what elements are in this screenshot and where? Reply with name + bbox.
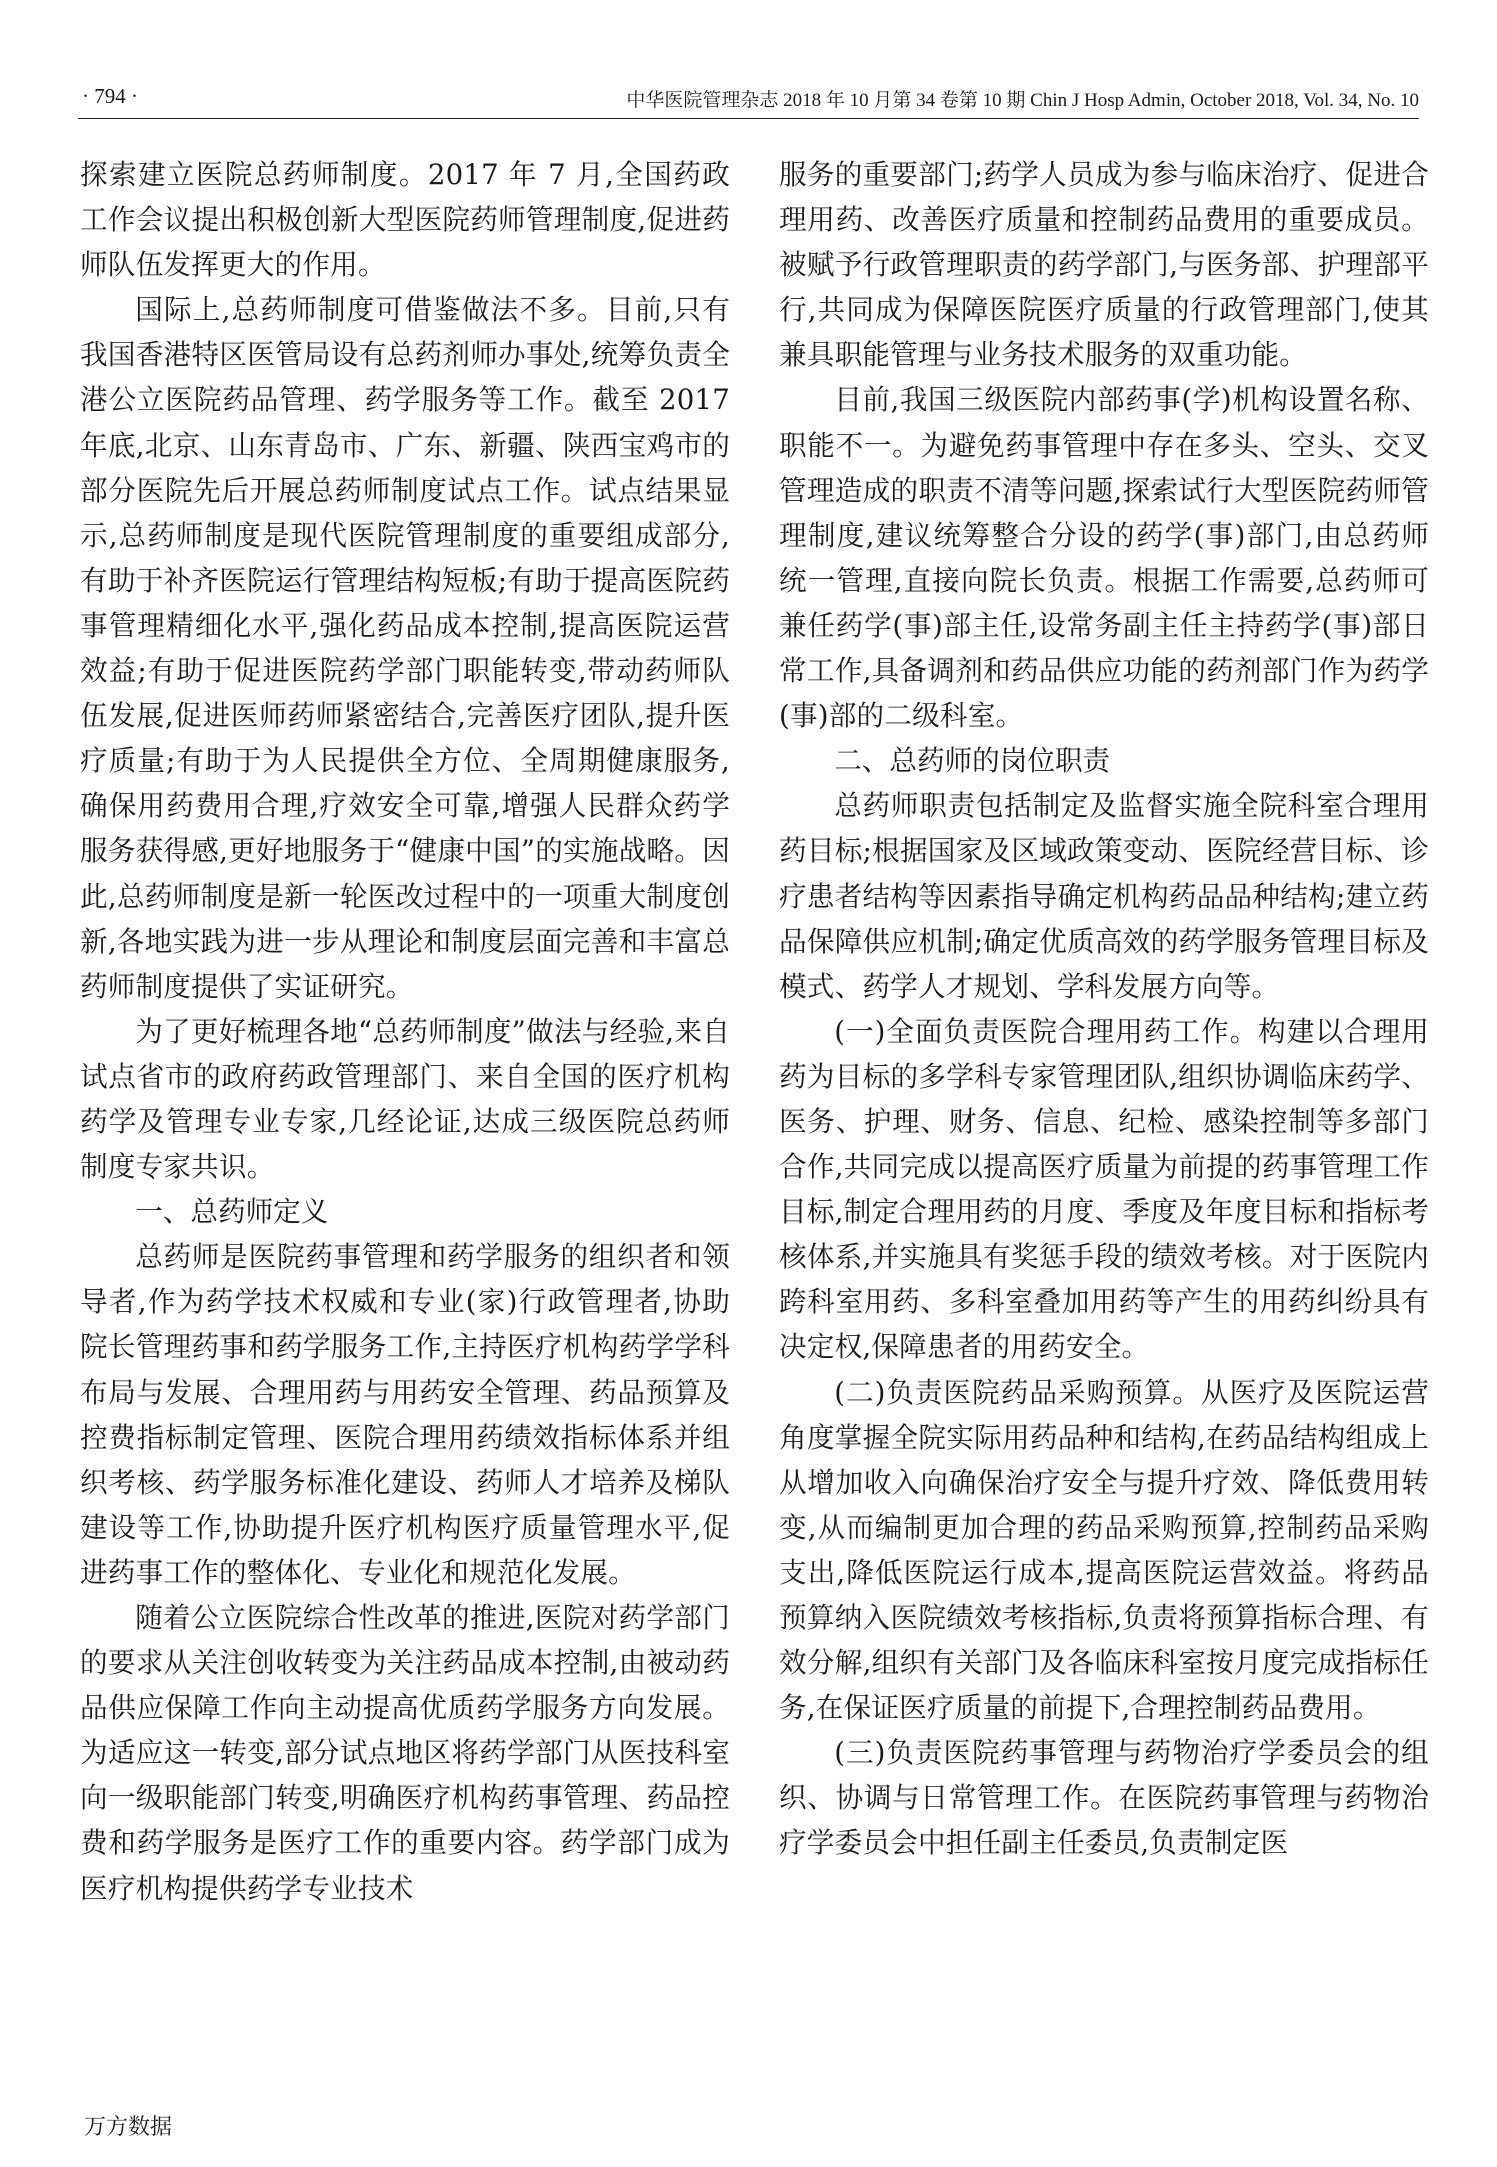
body-paragraph: 国际上,总药师制度可借鉴做法不多。目前,只有我国香港特区医管局设有总药剂师办事处,统筹负责全港公立医院药品管理、药学服务等工作。截至 2017 年底,北京、山东青岛市、广东、新疆、陕西宝鸡市的部分医院先后开展总药师制度试点工作。试点结果显示,总药师制度是现代医院管理制度的重要组成部分,有助于补齐医院运行管理结构短板;有助于提高医院药事管理精细化水平,强化药品成本控制,提高医院运营效益;有助于促进医院药学部门职能转变,带动药师队伍发展,促进医师药师紧密结合,完善医疗团队,提升医疗质量;有助于为人民提供全方位、全周期健康服务,确保用药费用合理,疗效安全可靠,增强人民群众药学服务获得感,更好地服务于“健康中国”的实施战略。因此,总药师制度是新一轮医改过程中的一项重大制度创新,各地实践为进一步从理论和制度层面完善和丰富总药师制度提供了实证研究。 <box>80 293 730 1003</box>
body-paragraph: 目前,我国三级医院内部药事(学)机构设置名称、职能不一。为避免药事管理中存在多头、空头、交叉管理造成的职责不清等问题,探索试行大型医院药师管理制度,建议统筹整合分设的药学(事)部门,由总药师统一管理,直接向院长负责。根据工作需要,总药师可兼任药学(事)部主任,设常务副主任主持药学(事)部日常工作,具备调剂和药品供应功能的药剂部门作为药学(事)部的二级科室。 <box>779 383 1429 733</box>
footer-watermark: 万方数据 <box>84 2115 173 2140</box>
body-paragraph: 为了更好梳理各地“总药师制度”做法与经验,来自试点省市的政府药政管理部门、来自全国的医疗机构药学及管理专业专家,几经论证,达成三级医院总药师制度专家共识。 <box>80 1014 730 1184</box>
right-column <box>779 152 1429 1866</box>
body-paragraph: 探索建立医院总药师制度。2017 年 7 月,全国药政工作会议提出积极创新大型医院药师管理制度,促进药师队伍发挥更大的作用。 <box>80 158 730 282</box>
section-heading: 一、总药师定义 <box>135 1195 329 1229</box>
body-paragraph: (三)负责医院药事管理与药物治疗学委员会的组织、协调与日常管理工作。在医院药事管理与药物治疗学委员会中担任副主任委员,负责制定医 <box>779 1736 1429 1860</box>
body-paragraph: (二)负责医院药品采购预算。从医疗及医院运营角度掌握全院实际用药品种和结构,在药品结构组成上从增加收入向确保治疗安全与提升疗效、降低费用转变,从而编制更加合理的药品采购预算,控制药品采购支出,降低医院运行成本,提高医院运营效益。将药品预算纳入医院绩效考核指标,负责将预算指标合理、有效分解,组织有关部门及各临床科室按月度完成指标任务,在保证医疗质量的前提下,合理控制药品费用。 <box>779 1375 1429 1725</box>
section-heading: 二、总药师的岗位职责 <box>834 744 1111 778</box>
body-paragraph: (一)全面负责医院合理用药工作。构建以合理用药为目标的多学科专家管理团队,组织协调临床药学、医务、护理、财务、信息、纪检、感染控制等多部门合作,共同完成以提高医疗质量为前提的药事管理工作目标,制定合理用药的月度、季度及年度目标和指标考核体系,并实施具有奖惩手段的绩效考核。对于医院内跨科室用药、多科室叠加用药等产生的用药纠纷具有决定权,保障患者的用药安全。 <box>779 1014 1429 1364</box>
running-header <box>78 82 1419 119</box>
body-paragraph: 总药师职责包括制定及监督实施全院科室合理用药目标;根据国家及区域政策变动、医院经营目标、诊疗患者结构等因素指导确定机构药品品种结构;建立药品保障供应机制;确定优质高效的药学服务管理目标及模式、药学人才规划、学科发展方向等。 <box>779 789 1429 1003</box>
body-paragraph: 总药师是医院药事管理和药学服务的组织者和领导者,作为药学技术权威和专业(家)行政管理者,协助院长管理药事和药学服务工作,主持医疗机构药学学科布局与发展、合理用药与用药安全管理、药品预算及控费指标制定管理、医院合理用药绩效指标体系并组织考核、药学服务标准化建设、药师人才培养及梯队建设等工作,协助提升医疗机构医疗质量管理水平,促进药事工作的整体化、专业化和规范化发展。 <box>80 1240 730 1589</box>
left-column <box>80 152 730 1911</box>
body-paragraph: 服务的重要部门;药学人员成为参与临床治疗、促进合理用药、改善医疗质量和控制药品费用的重要成员。被赋予行政管理职责的药学部门,与医务部、护理部平行,共同成为保障医院医疗质量的行政管理部门,使其兼具职能管理与业务技术服务的双重功能。 <box>779 158 1429 372</box>
body-paragraph: 随着公立医院综合性改革的推进,医院对药学部门的要求从关注创收转变为关注药品成本控制,由被动药品供应保障工作向主动提高优质药学服务方向发展。为适应这一转变,部分试点地区将药学部门从医技科室向一级职能部门转变,明确医疗机构药事管理、药品控费和药学服务是医疗工作的重要内容。药学部门成为医疗机构提供药学专业技术 <box>80 1601 730 1905</box>
page-number: · 794 · <box>82 84 138 108</box>
journal-citation: 中华医院管理杂志 2018 年 10 月第 34 卷第 10 期 Chin J Hosp Admin, October 2018, Vol. 34, No. 10 <box>626 90 1419 111</box>
